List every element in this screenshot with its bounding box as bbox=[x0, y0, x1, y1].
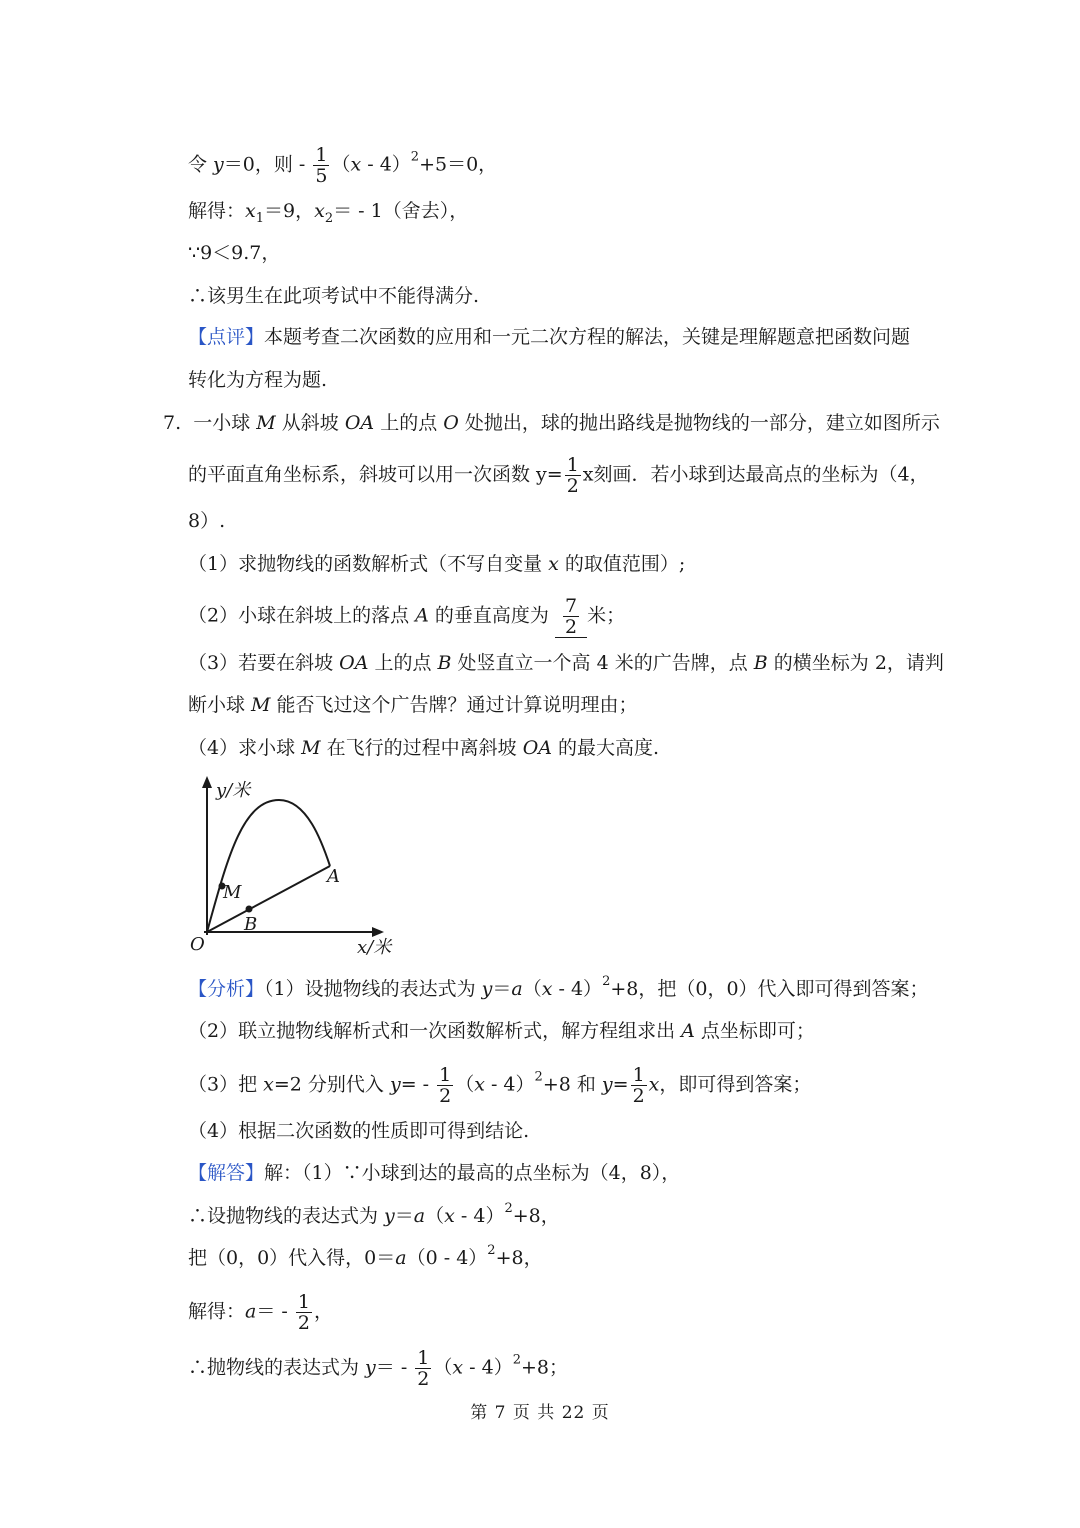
text-line-2: 解得：$x_1=9$，$x_2= - 1$（舍去）， bbox=[188, 200, 469, 226]
question-7-line-2: 的平面直角坐标系，斜坡可以用一次函数 y= $\frac{1}{2}$ x刻画．若小球到达最高点的坐标为（4， bbox=[188, 454, 929, 497]
y-axis-label: y/米 bbox=[216, 780, 251, 801]
page-footer: 第 7 页 共 22 页 bbox=[470, 1403, 610, 1423]
answer-blank: $\frac{7}{2}$ bbox=[555, 596, 587, 638]
text-line-4: ∴该男生在此项考试中不能得满分. bbox=[188, 285, 480, 307]
text-line-1: 令 y＝0，则 - $\frac{1}{5}$ （x - 4）$^2$+5＝0， bbox=[188, 144, 498, 187]
question-7-line-3: 8）. bbox=[188, 510, 226, 532]
x-axis-arrow bbox=[372, 927, 384, 937]
point-B-dot bbox=[246, 906, 253, 913]
analysis-line-3: （3）把 x=2 分别代入 y= - $\frac{1}{2}$ （x - 4）$^2$+8 和 y= $\frac{1}{2}$ x，即可得到答案； bbox=[188, 1064, 812, 1107]
sub-question-3: （3）若要在斜坡 OA 上的点 B 处竖直立一个高 4 米的广告牌，点 B 的横坐标为 2，请判 bbox=[188, 652, 944, 674]
fraction: $\frac{1}{2}$ bbox=[439, 1064, 452, 1107]
sub-question-1: （1）求抛物线的函数解析式（不写自变量 x 的取值范围）; bbox=[188, 553, 686, 575]
parabola-curve bbox=[207, 800, 330, 932]
parabola-graph bbox=[182, 770, 412, 965]
comment-tag: 【点评】 bbox=[188, 326, 265, 348]
question-7-line-1: 7. 一小球 M 从斜坡 OA 上的点 O 处抛出，球的抛出路线是抛物线的一部分，建立如图所示 bbox=[163, 412, 940, 434]
origin-label: O bbox=[190, 934, 205, 955]
fraction: $\frac{1}{2}$ bbox=[297, 1291, 310, 1334]
y-axis-arrow bbox=[202, 776, 212, 788]
analysis-line-4: （4）根据二次函数的性质即可得到结论. bbox=[188, 1120, 530, 1142]
fraction: $\frac{1}{2}$ bbox=[632, 1064, 645, 1107]
solution-line-4: 解得：a＝ - $\frac{1}{2}$ ， bbox=[188, 1291, 333, 1334]
fraction: $\frac{1}{2}$ bbox=[417, 1347, 430, 1390]
analysis-tag: 【分析】 bbox=[188, 978, 265, 1000]
sub-question-4: （4）求小球 M 在飞行的过程中离斜坡 OA 的最大高度. bbox=[188, 737, 660, 759]
solution-tag: 【解答】 bbox=[188, 1162, 265, 1184]
solution-line-3: 把（0，0）代入得，0＝a（0 - 4）$^2$+8， bbox=[188, 1243, 543, 1269]
solution-line-2: ∴设抛物线的表达式为 y＝a（x - 4）$^2$+8， bbox=[188, 1201, 560, 1227]
analysis-line-1: 【分析】（1）设抛物线的表达式为 y＝a（x - 4）$^2$+8，把（0，0）代入即可得到答案； bbox=[188, 974, 929, 1000]
analysis-line-2: （2）联立抛物线解析式和一次函数解析式，解方程组求出 A 点坐标即可； bbox=[188, 1020, 815, 1042]
comment-line-1: 【点评】本题考查二次函数的应用和一元二次方程的解法，关键是理解题意把函数问题 bbox=[188, 326, 911, 348]
sub-question-3-cont: 断小球 M 能否飞过这个广告牌？通过计算说明理由； bbox=[188, 694, 638, 716]
point-B-label: B bbox=[244, 914, 258, 935]
comment-line-2: 转化为方程为题. bbox=[188, 369, 328, 391]
x-axis-label: x/米 bbox=[357, 937, 392, 958]
point-A-label: A bbox=[327, 866, 340, 887]
point-M-label: M bbox=[223, 882, 242, 903]
text-line-3: ∵9＜9.7， bbox=[188, 242, 281, 264]
solution-line-1: 【解答】解：（1）∵小球到达的最高的点坐标为（4，8）， bbox=[188, 1162, 681, 1184]
fraction: $\frac{1}{2}$ bbox=[566, 454, 579, 497]
question-number: 7. bbox=[163, 412, 182, 434]
solution-line-5: ∴抛物线的表达式为 y＝ - $\frac{1}{2}$ （x - 4）$^2$+8； bbox=[188, 1347, 568, 1390]
sub-question-2: （2）小球在斜坡上的落点 A 的垂直高度为 $\frac{7}{2}$ 米； bbox=[188, 595, 626, 638]
fraction: $\frac{1}{5}$ bbox=[315, 144, 328, 187]
